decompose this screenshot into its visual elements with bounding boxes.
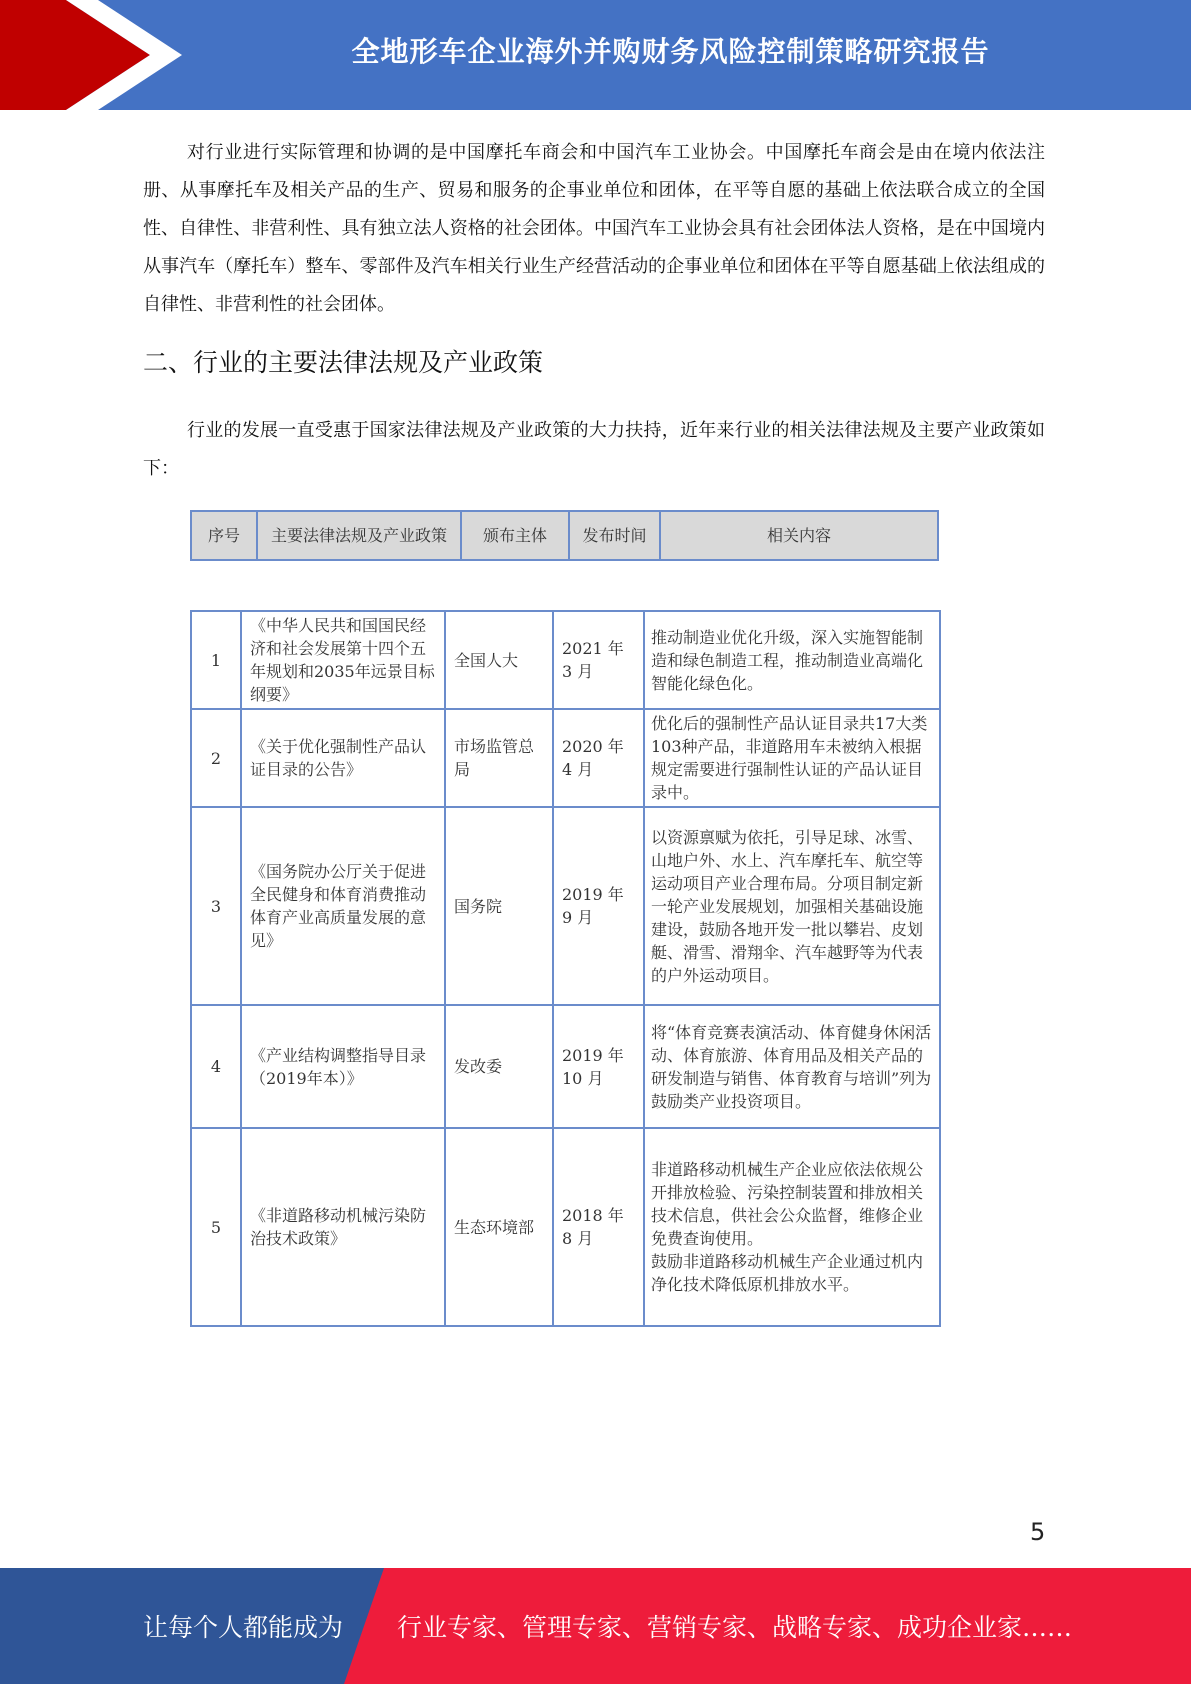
table-row bbox=[191, 1005, 940, 1128]
cell-date: 2019 年 9 月 bbox=[553, 807, 644, 1005]
page-number: 5 bbox=[1030, 1518, 1046, 1546]
cell-date: 2021 年 3 月 bbox=[553, 611, 644, 709]
header-cell-org: 颁布主体 bbox=[461, 511, 569, 560]
header-cell-date: 发布时间 bbox=[569, 511, 660, 560]
cell-content-part-1: 非道路移动机械生产企业应依法依规公开排放检验、污染控制装置和排放相关技术信息，供社会公众监督，维修企业免费查询使用。 bbox=[651, 1160, 924, 1248]
cell-date: 2020 年 4 月 bbox=[553, 709, 644, 807]
section-paragraph: 行业的发展一直受惠于国家法律法规及产业政策的大力扶持，近年来行业的相关法律法规及主要产业政策如下： bbox=[143, 420, 1045, 479]
table-row bbox=[191, 611, 940, 709]
cell-content: 推动制造业优化升级，深入实施智能制造和绿色制造工程，推动制造业高端化智能化绿色化。 bbox=[644, 611, 940, 709]
cell-date: 2019 年 10 月 bbox=[553, 1005, 644, 1128]
page-header bbox=[0, 0, 1191, 110]
header-cell-no: 序号 bbox=[191, 511, 257, 560]
policy-table-header bbox=[190, 510, 939, 561]
header-cell-name: 主要法律法规及产业政策 bbox=[257, 511, 461, 560]
cell-content: 以资源禀赋为依托，引导足球、冰雪、山地户外、水上、汽车摩托车、航空等运动项目产业合理布局。分项目制定新一轮产业发展规划，加强相关基础设施建设，鼓励各地开发一批以攀岩、皮划艇、滑雪、滑翔伞、汽车越野等为代表的户外运动项目。 bbox=[644, 807, 940, 1005]
table-row bbox=[191, 807, 940, 1005]
cell-issuer: 发改委 bbox=[445, 1005, 553, 1128]
cell-issuer: 市场监管总局 bbox=[445, 709, 553, 807]
cell-no: 3 bbox=[191, 807, 241, 1005]
cell-issuer: 国务院 bbox=[445, 807, 553, 1005]
policy-table bbox=[190, 610, 941, 1327]
footer-slogan-right: 行业专家、管理专家、营销专家、战略专家、成功企业家…… bbox=[397, 1613, 1073, 1642]
cell-content-part-2: 鼓励非道路移动机械生产企业通过机内净化技术降低原机排放水平。 bbox=[651, 1252, 924, 1294]
report-title: 全地形车企业海外并购财务风险控制策略研究报告 bbox=[351, 35, 990, 68]
intro-paragraph: 对行业进行实际管理和协调的是中国摩托车商会和中国汽车工业协会。中国摩托车商会是由在境内依法注册、从事摩托车及相关产品的生产、贸易和服务的企事业单位和团体，在平等自愿的基础上依法联合成立的全国性、自律性、非营利性、具有独立法人资格的社会团体。中国汽车工业协会具有社会团体法人资格，是在中国境内从事汽车（摩托车）整车、零部件及汽车相关行业生产经营活动的企事业单位和团体在平等自愿基础上依法组成的自律性、非营利性的社会团体。 bbox=[143, 142, 1045, 315]
table-row bbox=[191, 709, 940, 807]
footer-slogan-left: 让每个人都能成为 bbox=[143, 1613, 344, 1642]
section-heading: 二、行业的主要法律法规及产业政策 bbox=[143, 348, 544, 377]
cell-content: 将“体育竞赛表演活动、体育健身休闲活动、体育旅游、体育用品及相关产品的研发制造与销售、体育教育与培训”列为鼓励类产业投资项目。 bbox=[644, 1005, 940, 1128]
header-cell-content: 相关内容 bbox=[660, 511, 938, 560]
cell-policy-name: 《关于优化强制性产品认证目录的公告》 bbox=[241, 709, 445, 807]
cell-policy-name: 《非道路移动机械污染防治技术政策》 bbox=[241, 1128, 445, 1326]
cell-issuer: 生态环境部 bbox=[445, 1128, 553, 1326]
cell-policy-name: 《中华人民共和国国民经济和社会发展第十四个五年规划和2035年远景目标纲要》 bbox=[241, 611, 445, 709]
cell-content bbox=[644, 1128, 940, 1326]
cell-policy-name: 《国务院办公厅关于促进全民健身和体育消费推动体育产业高质量发展的意见》 bbox=[241, 807, 445, 1005]
cell-no: 2 bbox=[191, 709, 241, 807]
table-row bbox=[191, 1128, 940, 1326]
page-footer bbox=[0, 1568, 1191, 1684]
cell-date: 2018 年 8 月 bbox=[553, 1128, 644, 1326]
cell-content: 优化后的强制性产品认证目录共17大类103种产品，非道路用车未被纳入根据规定需要进行强制性认证的产品认证目录中。 bbox=[644, 709, 940, 807]
cell-policy-name: 《产业结构调整指导目录（2019年本）》 bbox=[241, 1005, 445, 1128]
cell-no: 1 bbox=[191, 611, 241, 709]
cell-issuer: 全国人大 bbox=[445, 611, 553, 709]
cell-no: 5 bbox=[191, 1128, 241, 1326]
cell-no: 4 bbox=[191, 1005, 241, 1128]
